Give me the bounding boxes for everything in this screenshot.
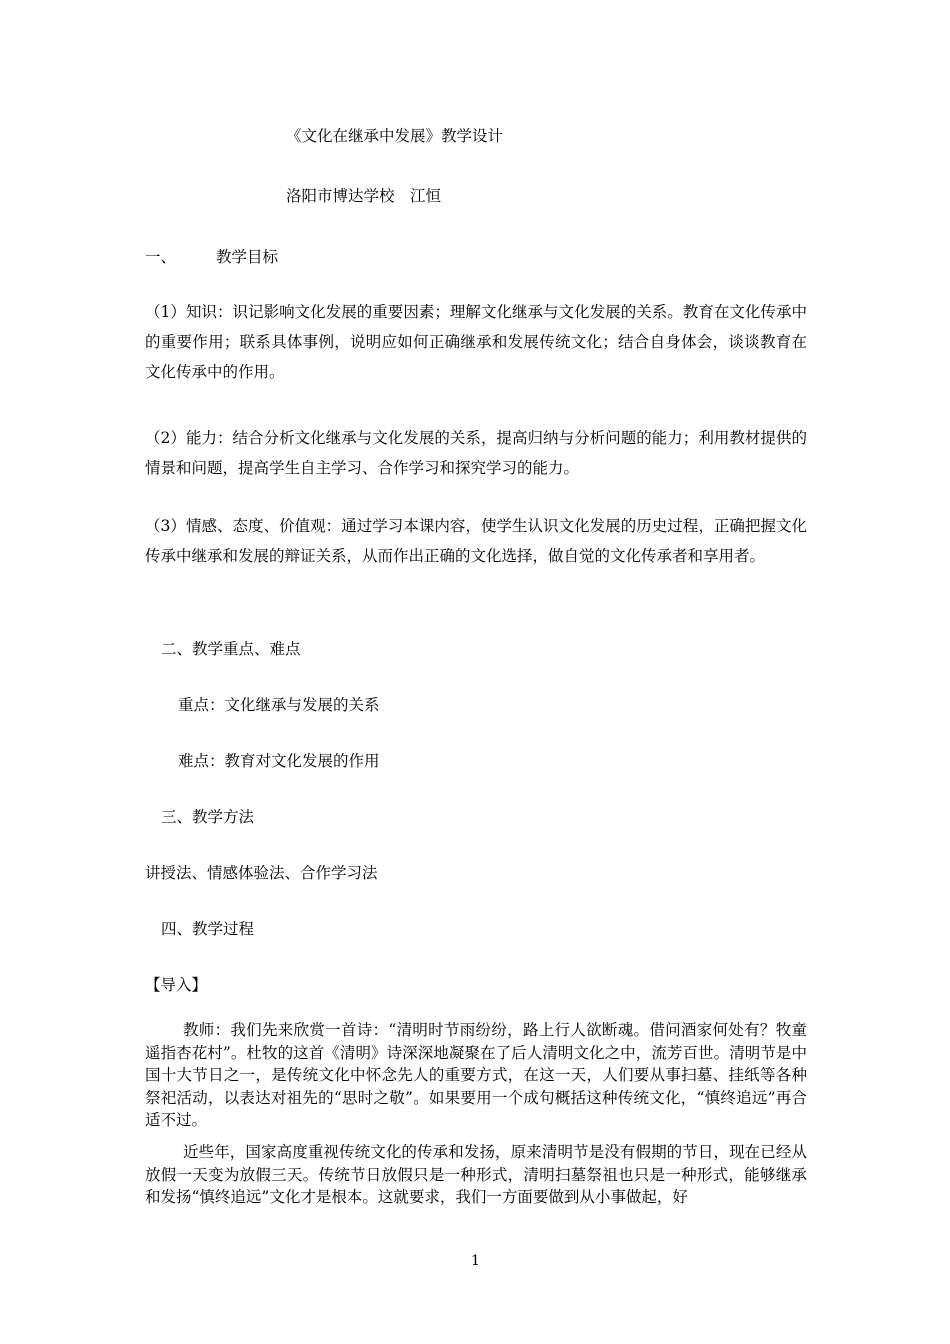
section-1-number: 一、 xyxy=(145,248,177,266)
key-point: 重点：文化继承与发展的关系 xyxy=(178,696,380,714)
teaching-methods: 讲授法、情感体验法、合作学习法 xyxy=(145,864,378,882)
page-number: 1 xyxy=(471,1253,480,1269)
section-4-heading: 四、教学过程 xyxy=(161,920,255,938)
section-3-heading: 三、教学方法 xyxy=(161,808,255,826)
section-1-heading: 教学目标 xyxy=(216,248,279,266)
intro-paragraph-2: 近些年，国家高度重视传统文化的传承和发扬，原来清明节是没有假期的节日，现在已经从放假一天变为放假三天。传统节日放假只是一种形式，清明扫墓祭祖也只是一种形式，能够继承和发扬“慎终追远”文化才是根本。这就要求，我们一方面要做到从小事做起，好 xyxy=(145,1143,807,1206)
intro-label: 【导入】 xyxy=(145,976,208,994)
objective-knowledge: （1）知识：识记影响文化发展的重要因素；理解文化继承与文化发展的关系。教育在文化传承中的重要作用；联系具体事例，说明应如何正确继承和发展传统文化；结合自身体会，谈谈教育在文化传承中的作用。 xyxy=(145,303,807,381)
document-title: 《文化在继承中发展》教学设计 xyxy=(286,127,504,145)
objective-ability: （2）能力：结合分析文化继承与文化发展的关系，提高归纳与分析问题的能力；利用教材提供的情景和问题，提高学生自主学习、合作学习和探究学习的能力。 xyxy=(145,429,807,477)
section-2-heading: 二、教学重点、难点 xyxy=(161,640,301,658)
author-line: 洛阳市博达学校 江恒 xyxy=(286,187,442,205)
difficulty-point: 难点：教育对文化发展的作用 xyxy=(178,752,380,770)
objective-values: （3）情感、态度、价值观：通过学习本课内容，使学生认识文化发展的历史过程，正确把握文化传承中继承和发展的辩证关系，从而作出正确的文化选择，做自觉的文化传承者和享用者。 xyxy=(145,517,807,565)
intro-paragraph-1: 教师：我们先来欣赏一首诗：“清明时节雨纷纷，路上行人欲断魂。借问酒家何处有？牧童遥指杏花村”。杜牧的这首《清明》诗深深地凝聚在了后人清明文化之中，流芳百世。清明节是中国十大节日之一，是传统文化中怀念先人的重要方式，在这一天，人们要从事扫墓、挂纸等各种祭祀活动，以表达对祖先的“思时之敬”。如果要用一个成句概括这种传统文化，“慎终追远”再合适不过。 xyxy=(145,1021,807,1129)
